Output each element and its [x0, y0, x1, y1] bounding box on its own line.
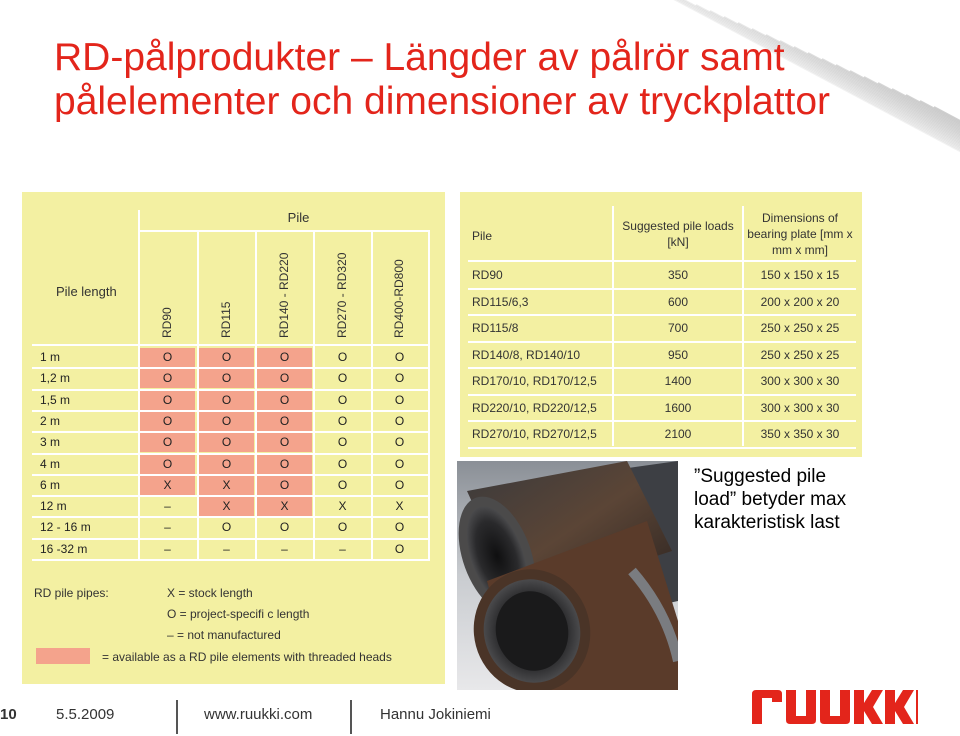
row-label: 1 m	[40, 350, 61, 364]
grid-line	[32, 344, 430, 346]
table-cell: O	[394, 477, 405, 492]
pile-pipes-photo	[457, 461, 678, 690]
slide-title: RD-pålprodukter – Längder av pålrör samt pålelementer och dimensioner av tryckplattor	[54, 36, 831, 123]
legend-title: RD pile pipes:	[34, 586, 109, 600]
footer-date: 5.5.2009	[56, 706, 115, 723]
table-cell: –	[164, 520, 171, 535]
table-cell: 350 x 350 x 30	[760, 427, 840, 441]
column-header: Suggested pile loads [kN]	[622, 219, 734, 249]
table-cell: O	[257, 369, 312, 388]
table-cell: 300 x 300 x 30	[760, 400, 840, 415]
table-cell: O	[140, 455, 195, 474]
grid-line	[468, 314, 856, 316]
table-cell: O	[394, 371, 405, 386]
table-cell: O	[337, 477, 348, 492]
grid-line	[468, 260, 856, 262]
table-cell: 1400	[664, 374, 692, 388]
page-number: 10	[0, 706, 17, 723]
table-cell: X	[199, 476, 254, 495]
row-label: 16 -32 m	[40, 541, 88, 556]
grid-line	[468, 420, 856, 422]
table-cell: O	[394, 413, 405, 428]
legend-swatch	[36, 648, 90, 664]
legend-dash: – = not manufactured	[167, 628, 281, 642]
table-cell: RD170/10, RD170/12,5	[472, 374, 597, 388]
table-cell: RD115/8	[472, 321, 519, 335]
pile-header: Pile	[287, 210, 310, 225]
table-cell: O	[337, 456, 348, 471]
legend-swatch-label: = available as a RD pile elements with threaded heads	[102, 650, 392, 664]
grid-line	[32, 559, 430, 561]
table-cell: O	[199, 412, 254, 431]
table-cell: RD270/10, RD270/12,5	[472, 427, 597, 441]
table-cell: X	[257, 497, 312, 516]
table-cell: O	[140, 348, 195, 367]
table-cell: O	[394, 541, 405, 556]
table-cell: O	[257, 476, 312, 495]
table-cell: O	[140, 391, 195, 410]
table-cell: 150 x 150 x 15	[760, 268, 840, 282]
table-cell: 250 x 250 x 25	[760, 321, 840, 335]
table-cell: O	[257, 391, 312, 410]
table-cell: O	[221, 520, 232, 535]
table-cell: O	[394, 435, 405, 450]
table-cell: 1600	[664, 400, 692, 415]
table-cell: O	[140, 369, 195, 388]
table-cell: O	[394, 350, 405, 364]
table-cell: –	[164, 499, 171, 514]
table-cell: X	[395, 499, 404, 514]
legend-o: O = project-specifi c length	[167, 607, 310, 621]
pile-length-header: Pile length	[56, 284, 117, 299]
table-cell: O	[337, 435, 348, 450]
ruukki-logo	[752, 688, 918, 726]
row-label: 6 m	[40, 477, 61, 492]
table-cell: 600	[667, 294, 689, 309]
column-header: Dimensions of bearing plate [mm x mm x mm]	[747, 211, 853, 257]
table-cell: RD90	[472, 268, 503, 282]
table-cell: O	[257, 433, 312, 452]
row-label: 1,2 m	[40, 371, 71, 386]
column-header: RD270 - RD320	[335, 252, 349, 338]
table-cell: –	[339, 541, 346, 556]
table-cell: O	[199, 433, 254, 452]
table-cell: O	[257, 412, 312, 431]
table-cell: 300 x 300 x 30	[760, 374, 840, 388]
table-cell: –	[281, 541, 288, 556]
grid-line	[468, 341, 856, 343]
column-header: RD400-RD800	[392, 259, 406, 338]
table-cell: O	[394, 520, 405, 535]
table-cell: 950	[667, 347, 689, 362]
grid-line	[468, 288, 856, 290]
suggested-load-note: ”Suggested pile load” betyder max karakteristisk last	[694, 466, 847, 533]
footer-url[interactable]: www.ruukki.com	[204, 706, 313, 723]
table-cell: O	[279, 520, 290, 535]
table-cell: O	[394, 456, 405, 471]
grid-line	[428, 232, 430, 561]
table-cell: O	[394, 392, 405, 407]
row-label: 12 m	[40, 499, 67, 514]
footer-separator	[350, 700, 352, 734]
table-cell: O	[199, 455, 254, 474]
table-cell: –	[223, 541, 230, 556]
row-label: 12 - 16 m	[40, 520, 91, 535]
table-cell: O	[257, 455, 312, 474]
table-cell: X	[338, 499, 347, 514]
table-cell: 700	[667, 321, 689, 335]
table-cell: O	[199, 348, 254, 367]
table-cell: O	[199, 369, 254, 388]
table-cell: RD115/6,3	[472, 294, 529, 309]
table-cell: –	[164, 541, 171, 556]
table-cell: 200 x 200 x 20	[760, 294, 840, 309]
column-header: RD115	[219, 301, 233, 338]
pile-length-table	[22, 192, 445, 684]
bearing-plate-table	[460, 192, 862, 457]
grid-line	[468, 367, 856, 369]
row-label: 3 m	[40, 435, 61, 450]
table-cell: O	[337, 350, 348, 364]
table-cell: O	[337, 520, 348, 535]
table-cell: 2100	[664, 427, 692, 441]
column-header: RD90	[160, 307, 174, 338]
row-label: 2 m	[40, 413, 61, 428]
table-cell: X	[140, 476, 195, 495]
grid-line	[468, 447, 856, 449]
table-cell: O	[199, 391, 254, 410]
table-cell: O	[140, 412, 195, 431]
row-label: 4 m	[40, 456, 61, 471]
table-cell: X	[199, 497, 254, 516]
table-cell: O	[337, 392, 348, 407]
footer-separator	[176, 700, 178, 734]
table-cell: O	[140, 433, 195, 452]
grid-line	[612, 206, 614, 446]
footer-author: Hannu Jokiniemi	[380, 706, 491, 723]
table-cell: O	[337, 371, 348, 386]
table-cell: O	[337, 413, 348, 428]
grid-line	[468, 394, 856, 396]
table-cell: RD220/10, RD220/12,5	[472, 400, 597, 415]
table-cell: 350	[667, 268, 689, 282]
column-header: Pile	[472, 229, 493, 243]
table-cell: 250 x 250 x 25	[760, 347, 840, 362]
table-cell: O	[257, 348, 312, 367]
table-cell: RD140/8, RD140/10	[472, 347, 581, 362]
row-label: 1,5 m	[40, 392, 71, 407]
column-header: RD140 - RD220	[277, 252, 291, 338]
legend-x: X = stock length	[167, 586, 253, 600]
